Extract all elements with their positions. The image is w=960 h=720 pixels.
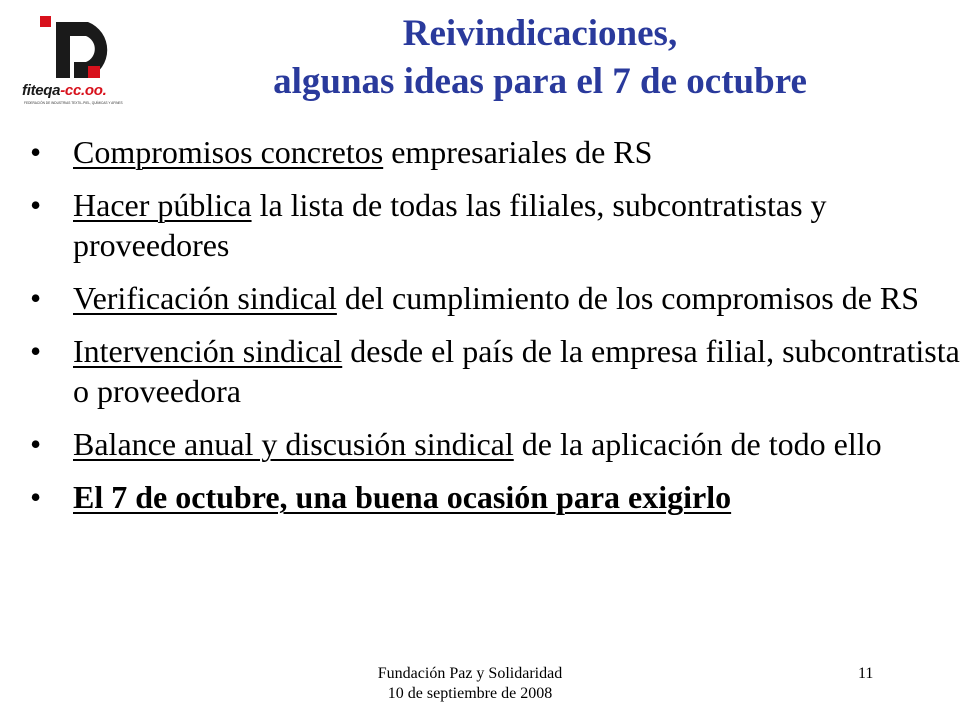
title-line-1: Reivindicaciones, (402, 13, 678, 54)
bullet-dot-icon: • (30, 479, 42, 515)
bullet-underlined-text: Compromisos concretos (73, 134, 384, 170)
page-number: 11 (858, 665, 874, 682)
bullet-item (30, 278, 960, 318)
title-line-2: algunas ideas para el 7 de octubre (273, 61, 807, 102)
slide-title (140, 10, 940, 106)
bullet-dot-icon: • (30, 333, 42, 369)
bullet-item (30, 424, 960, 464)
bullet-item (30, 477, 960, 517)
bullet-dot-icon: • (30, 134, 42, 170)
bullet-underlined-text: Hacer pública (73, 187, 252, 223)
bullet-dot-icon: • (30, 426, 42, 462)
bullet-underlined-text: Verificación sindical (73, 280, 337, 316)
bullet-text: la lista de todas las filiales, subcontratistas y proveedores (73, 187, 827, 263)
bullet-list (30, 132, 960, 530)
bullet-item (30, 132, 960, 172)
bullet-item (30, 185, 960, 265)
footer-organization: Fundación Paz y Solidaridad (377, 665, 563, 682)
footer-date: 10 de septiembre de 2008 (387, 685, 553, 702)
bullet-item (30, 331, 960, 411)
logo-mark-icon (12, 14, 130, 84)
logo-wordmark: fiteqa-cc.oo. (22, 82, 107, 99)
footer (290, 664, 650, 704)
bullet-underlined-text: Intervención sindical (73, 333, 343, 369)
bullet-text: de la aplicación de todo ello (513, 426, 882, 462)
bullet-dot-icon: • (30, 280, 42, 316)
bullet-dot-icon: • (30, 187, 42, 223)
fiteqa-ccoo-logo (12, 14, 130, 110)
logo-subtitle: FEDERACIÓN DE INDUSTRIAS TEXTIL-PIEL, QUÍMICAS Y AFINES (24, 101, 123, 105)
bullet-underlined-text: El 7 de octubre, una buena ocasión para exigirlo (73, 479, 732, 515)
bullet-text: del cumplimiento de los compromisos de RS (336, 280, 920, 316)
bullet-underlined-text: Balance anual y discusión sindical (73, 426, 514, 462)
bullet-text: desde el país de la empresa filial, subcontratista o proveedora (73, 333, 960, 409)
bullet-text: empresariales de RS (383, 134, 653, 170)
